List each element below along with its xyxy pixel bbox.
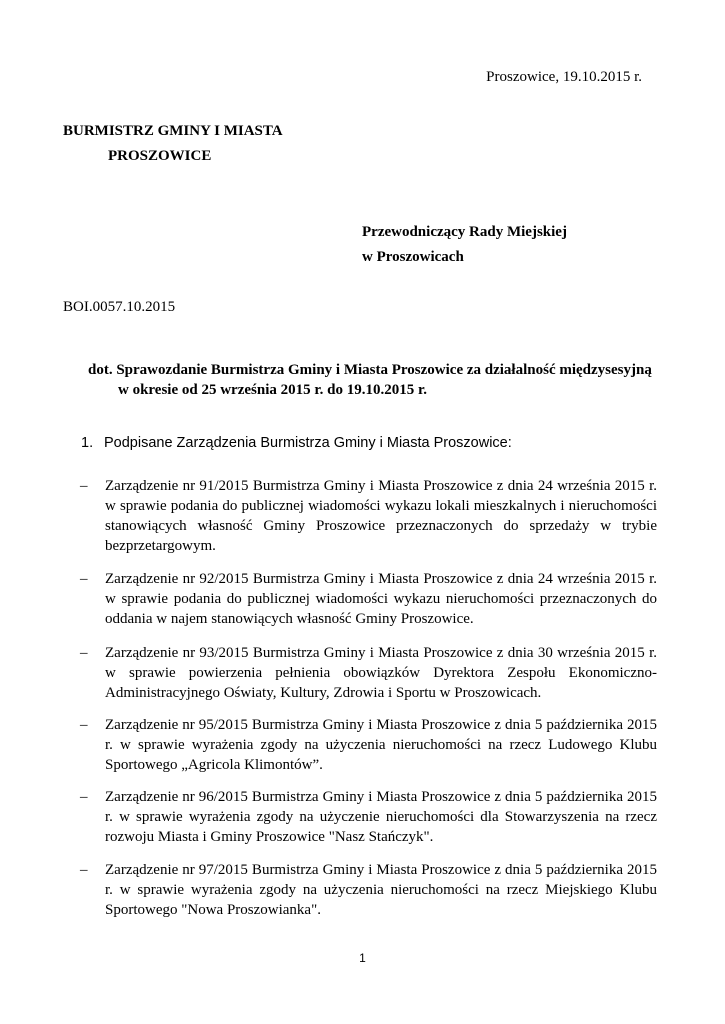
subject [88,360,656,400]
list-item-text: Zarządzenie nr 92/2015 Burmistrza Gminy i Miasta Proszowice z dnia 24 września 2015 r. w sprawie podania do publicznej wiadomości wykazu nieruchomości przeznaczonych do oddania w najem stanowiących własność Gminy Proszowice. [105,571,657,627]
list-item-text: Zarządzenie nr 95/2015 Burmistrza Gminy i Miasta Proszowice z dnia 5 października 2015 r. w sprawie wyrażenia zgody na użyczenia nieruchomości na rzecz Ludowego Klubu Sportowego „Agricola Klimontów”. [105,717,657,773]
list-bullet: – [80,789,88,805]
list-item [80,476,657,556]
section-title: Podpisane Zarządzenia Burmistrza Gminy i Miasta Proszowice: [104,435,512,451]
list-bullet: – [80,478,88,494]
list-item-text: Zarządzenie nr 93/2015 Burmistrza Gminy i Miasta Proszowice z dnia 30 września 2015 r. w sprawie powierzenia pełnienia obowiązków Dyrektora Zespołu Ekonomiczno-Administracyjnego Oświaty, Kultury, Zdrowia i Sportu w Proszowicach. [105,645,657,701]
page-number: 1 [359,951,366,965]
section-heading [81,433,512,453]
list-bullet: – [80,571,88,587]
list-bullet: – [80,717,88,733]
list-bullet: – [80,645,88,661]
subject-line-2: w okresie od 25 września 2015 r. do 19.10.2015 r. [118,382,428,398]
list-item-text: Zarządzenie nr 96/2015 Burmistrza Gminy i Miasta Proszowice z dnia 5 października 2015 r. w sprawie wyrażenia zgody na użyczenie nieruchomości dla Stowarzyszenia na rzecz rozwoju Miasta i Gminy Proszowice "Nasz Stańczyk". [105,789,657,845]
subject-line-1: dot. Sprawozdanie Burmistrza Gminy i Miasta Proszowice za działalność międzysesyjną [88,362,652,378]
list-item [80,715,657,775]
list-item [80,787,657,847]
sender-title: BURMISTRZ GMINY I MIASTA [63,123,283,139]
sender-city: PROSZOWICE [108,148,212,164]
list-item [80,643,657,703]
list-item [80,569,657,629]
recipient-title: Przewodniczący Rady Miejskiej [362,224,567,240]
list-bullet: – [80,862,88,878]
section-number: 1. [81,435,94,451]
list-item [80,860,657,920]
reference-number: BOI.0057.10.2015 [63,299,176,315]
list-item-text: Zarządzenie nr 97/2015 Burmistrza Gminy i Miasta Proszowice z dnia 5 października 2015 r. w sprawie wyrażenia zgody na użyczenia nieruchomości na rzecz Miejskiego Klubu Sportowego "Nowa Proszowianka". [105,862,657,918]
place-date: Proszowice, 19.10.2015 r. [486,69,642,85]
list-item-text: Zarządzenie nr 91/2015 Burmistrza Gminy i Miasta Proszowice z dnia 24 września 2015 r. w sprawie podania do publicznej wiadomości wykazu lokali mieszkalnych i nieruchomości stanowiących własność Gminy Proszowice przeznaczonych do sprzedaży w trybie bezprzetargowym. [105,478,657,554]
recipient-location: w Proszowicach [362,249,464,265]
